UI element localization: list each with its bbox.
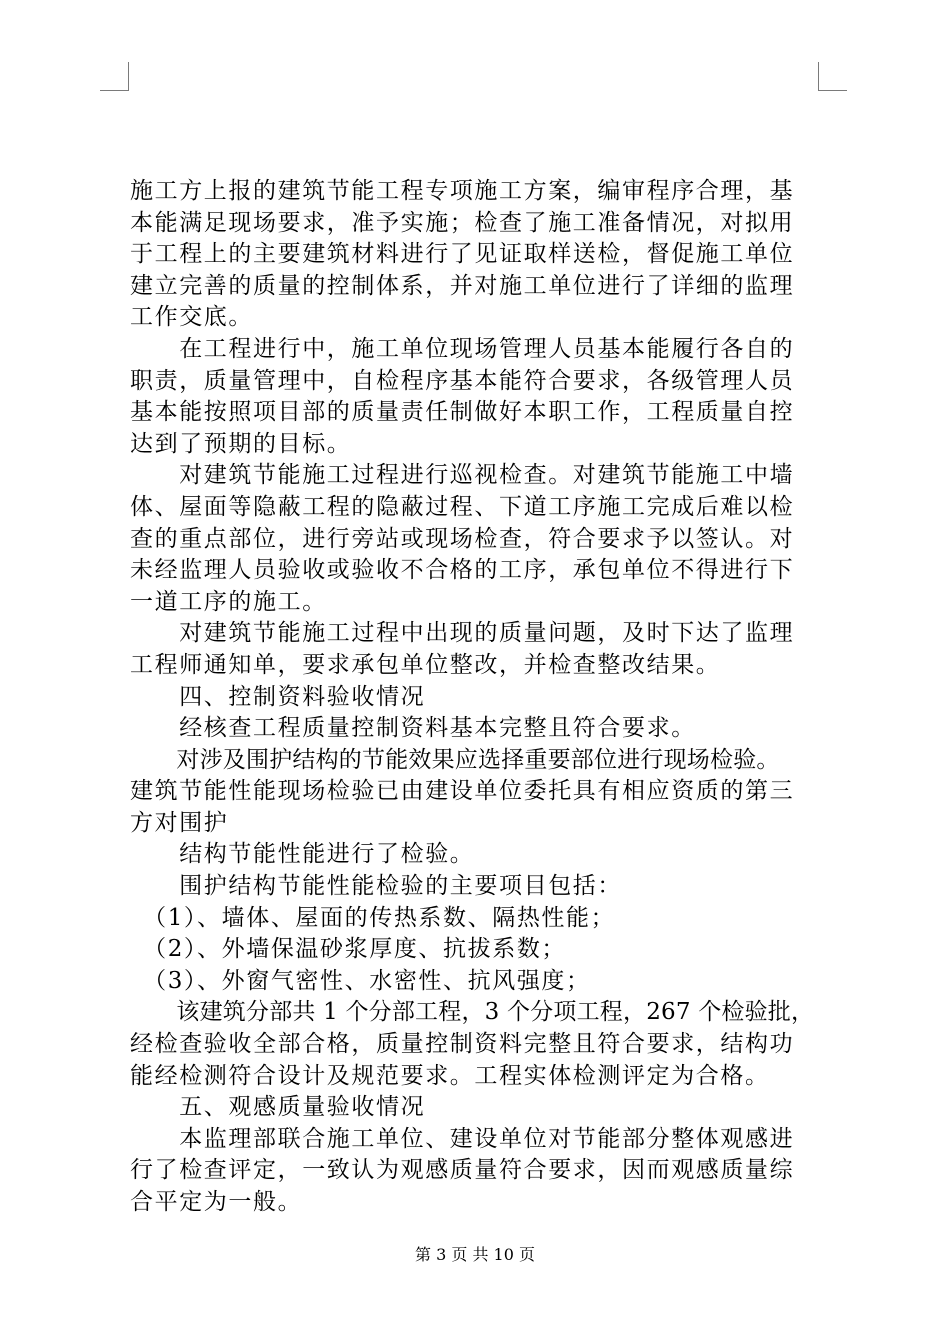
text-line: 在工程进行中，施工单位现场管理人员基本能履行各自的 [130, 335, 795, 362]
text-line: 于工程上的主要建筑材料进行了见证取样送检，督促施工单位 [130, 241, 795, 268]
text-line: 未经监理人员验收或验收不合格的工序，承包单位不得进行下 [130, 557, 795, 584]
text-line: 工程师通知单，要求承包单位整改，并检查整改结果。 [130, 651, 721, 678]
text-line: 建立完善的质量的控制体系，并对施工单位进行了详细的监理 [130, 272, 795, 299]
text-line: 合平定为一般。 [130, 1189, 303, 1215]
list-item: （2）、外墙保温砂浆厚度、抗拔系数； [130, 936, 567, 963]
text-line: 对建筑节能施工过程中出现的质量问题，及时下达了监理 [130, 620, 795, 647]
text-line: 经核查工程质量控制资料基本完整且符合要求。 [130, 715, 696, 742]
list-item: （3）、外窗气密性、水密性、抗风强度； [130, 967, 591, 994]
text-line: 查的重点部位，进行旁站或现场检查，符合要求予以签认。对 [130, 525, 795, 552]
page-footer: 第 3 页 共 10 页 [415, 1245, 535, 1264]
text-line: 达到了预期的目标。 [130, 430, 352, 457]
crop-mark-top-left [100, 62, 129, 91]
list-item: （1）、墙体、屋面的传热系数、隔热性能； [130, 904, 616, 931]
text-line: 经检查验收全部合格，质量控制资料完整且符合要求，结构功 [130, 1031, 795, 1058]
text-line: 对建筑节能施工过程进行巡视检查。对建筑节能施工中墙 [130, 462, 795, 489]
section-heading: 五、观感质量验收情况 [130, 1094, 426, 1121]
text-line: 体、屋面等隐蔽工程的隐蔽过程、下道工序施工完成后难以检 [130, 493, 795, 520]
text-line: 能经检测符合设计及规范要求。工程实体检测评定为合格。 [130, 1062, 770, 1089]
text-line: 围护结构节能性能检验的主要项目包括： [130, 873, 622, 900]
text-line: 基本能按照项目部的质量责任制做好本职工作，工程质量自控 [130, 399, 795, 426]
text-line: 职责，质量管理中，自检程序基本能符合要求，各级管理人员 [130, 367, 795, 394]
crop-mark-top-right [818, 62, 847, 91]
text-line: 本监理部联合施工单位、建设单位对节能部分整体观感进 [130, 1125, 795, 1152]
text-line: 工作交底。 [130, 304, 253, 331]
text-line: 施工方上报的建筑节能工程专项施工方案，编审程序合理，基 [130, 178, 795, 204]
text-line: 该建筑分部共 1 个分部工程，3 个分项工程，267 个检验批， [130, 999, 815, 1026]
text-line: 一道工序的施工。 [130, 588, 327, 615]
text-line: 建筑节能性能现场检验已由建设单位委托具有相应资质的第三 [130, 778, 795, 805]
text-line: 结构节能性能进行了检验。 [130, 841, 475, 868]
text-line: 方对围护 [130, 809, 229, 836]
text-line: 本能满足现场要求，准予实施；检查了施工准备情况，对拟用 [130, 209, 795, 236]
section-heading: 四、控制资料验收情况 [130, 683, 426, 710]
text-line: 对涉及围护结构的节能效果应选择重要部位进行现场检验。 [130, 746, 780, 773]
document-body [130, 176, 830, 1219]
text-line: 行了检查评定，一致认为观感质量符合要求，因而观感质量综 [130, 1157, 795, 1184]
